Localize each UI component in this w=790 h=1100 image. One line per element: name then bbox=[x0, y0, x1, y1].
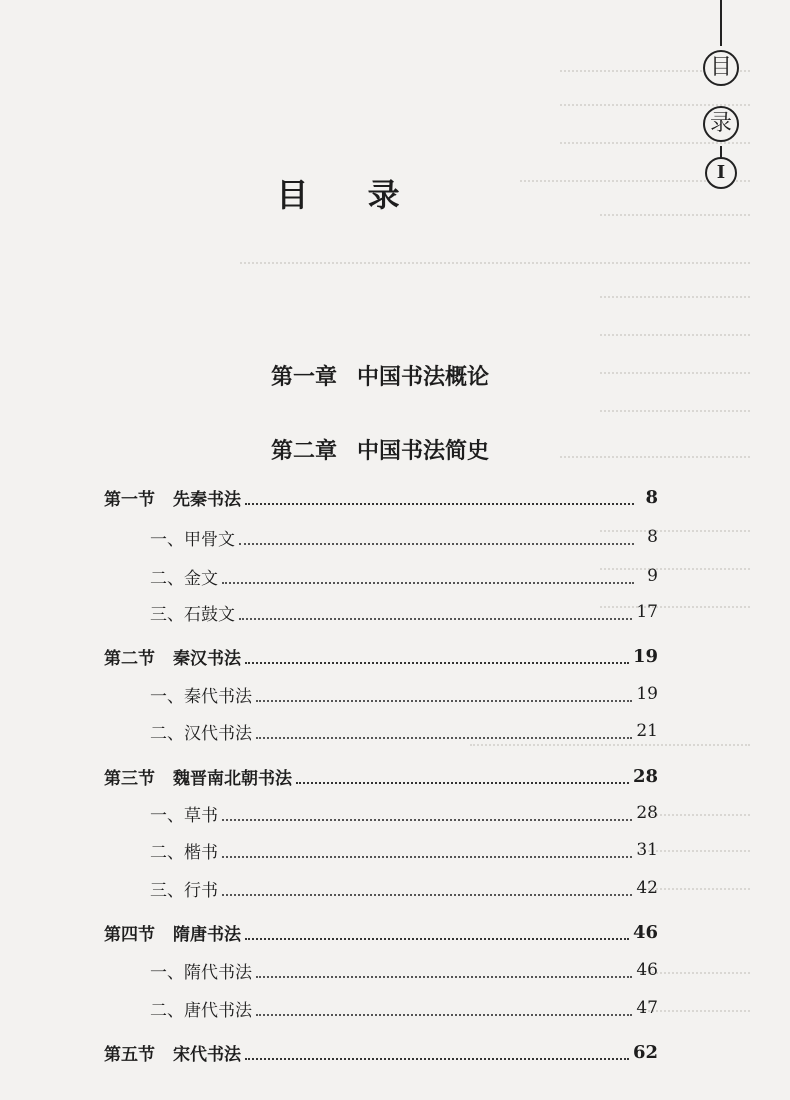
page-number: 46 bbox=[632, 921, 658, 943]
dot-leader bbox=[256, 966, 632, 978]
subentry-title: 二、楷书 bbox=[150, 842, 218, 863]
toc-section-entry[interactable] bbox=[104, 641, 658, 671]
subentry-title: 二、唐代书法 bbox=[150, 1000, 252, 1021]
subentry-title: 一、隋代书法 bbox=[150, 962, 252, 983]
toc-subentry[interactable] bbox=[150, 873, 658, 903]
toc-subentry[interactable] bbox=[150, 835, 658, 865]
section-number: 第一节 bbox=[104, 489, 155, 510]
subentry-title: 一、秦代书法 bbox=[150, 686, 252, 707]
page-number: 17 bbox=[636, 602, 658, 622]
page-number: 19 bbox=[636, 684, 658, 704]
dot-leader bbox=[245, 652, 629, 664]
side-tab-page-roman: I bbox=[705, 157, 737, 189]
dot-leader bbox=[239, 608, 632, 620]
toc-subentry[interactable] bbox=[150, 955, 658, 985]
toc-section-entry[interactable] bbox=[104, 761, 658, 791]
toc-subentry[interactable] bbox=[150, 993, 658, 1023]
toc-subentry[interactable] bbox=[150, 716, 658, 746]
page-number: 28 bbox=[632, 765, 658, 787]
section-title: 魏晋南北朝书法 bbox=[173, 768, 292, 789]
page-title: 目 录 bbox=[276, 176, 424, 214]
toc-subentry[interactable] bbox=[150, 561, 658, 591]
toc-subentry[interactable] bbox=[150, 522, 658, 552]
dot-leader bbox=[222, 884, 632, 896]
section-number: 第五节 bbox=[104, 1044, 155, 1065]
side-tab-char-2: 录 bbox=[703, 106, 739, 142]
section-number: 第三节 bbox=[104, 768, 155, 789]
page-number: 8 bbox=[645, 486, 658, 508]
dot-leader bbox=[222, 572, 634, 584]
subentry-title: 一、甲骨文 bbox=[150, 529, 235, 550]
page-number: 46 bbox=[636, 960, 658, 980]
page-number: 28 bbox=[636, 803, 658, 823]
section-title: 宋代书法 bbox=[173, 1044, 241, 1065]
dot-leader bbox=[256, 1004, 632, 1016]
subentry-title: 二、汉代书法 bbox=[150, 723, 252, 744]
toc-section-entry[interactable] bbox=[104, 917, 658, 947]
toc-side-tab bbox=[700, 0, 742, 200]
toc-subentry[interactable] bbox=[150, 597, 658, 627]
chapter-number: 第一章 bbox=[270, 364, 337, 390]
subentry-title: 二、金文 bbox=[150, 568, 218, 589]
dot-leader bbox=[222, 809, 632, 821]
toc-section-entry[interactable] bbox=[104, 1037, 658, 1067]
subentry-title: 三、石鼓文 bbox=[150, 604, 235, 625]
side-tab-rule bbox=[720, 0, 722, 46]
section-title: 秦汉书法 bbox=[173, 648, 241, 669]
page-number: 9 bbox=[647, 566, 658, 586]
dot-leader bbox=[256, 690, 632, 702]
toc-section-entry[interactable] bbox=[104, 482, 658, 512]
subentry-title: 三、行书 bbox=[150, 880, 218, 901]
page-number: 8 bbox=[647, 527, 658, 547]
section-number: 第二节 bbox=[104, 648, 155, 669]
dot-leader bbox=[245, 1048, 629, 1060]
page-number: 19 bbox=[632, 645, 658, 667]
dot-leader bbox=[222, 846, 632, 858]
toc-subentry[interactable] bbox=[150, 798, 658, 828]
chapter-heading[interactable] bbox=[0, 434, 760, 465]
page-number: 47 bbox=[636, 998, 658, 1018]
chapter-title: 中国书法简史 bbox=[357, 438, 490, 464]
section-title: 先秦书法 bbox=[173, 489, 241, 510]
section-number: 第四节 bbox=[104, 924, 155, 945]
side-tab-char-1: 目 bbox=[703, 50, 739, 86]
toc-subentry[interactable] bbox=[150, 679, 658, 709]
section-title: 隋唐书法 bbox=[173, 924, 241, 945]
dot-leader bbox=[245, 928, 629, 940]
dot-leader bbox=[296, 772, 629, 784]
chapter-heading[interactable] bbox=[0, 360, 760, 391]
dot-leader bbox=[239, 533, 634, 545]
page-number: 31 bbox=[636, 840, 658, 860]
page-number: 42 bbox=[636, 878, 658, 898]
page-number: 62 bbox=[632, 1041, 658, 1063]
subentry-title: 一、草书 bbox=[150, 805, 218, 826]
dot-leader bbox=[256, 727, 632, 739]
dot-leader bbox=[245, 493, 634, 505]
chapter-title: 中国书法概论 bbox=[357, 364, 490, 390]
page-number: 21 bbox=[636, 721, 658, 741]
chapter-number: 第二章 bbox=[270, 438, 337, 464]
